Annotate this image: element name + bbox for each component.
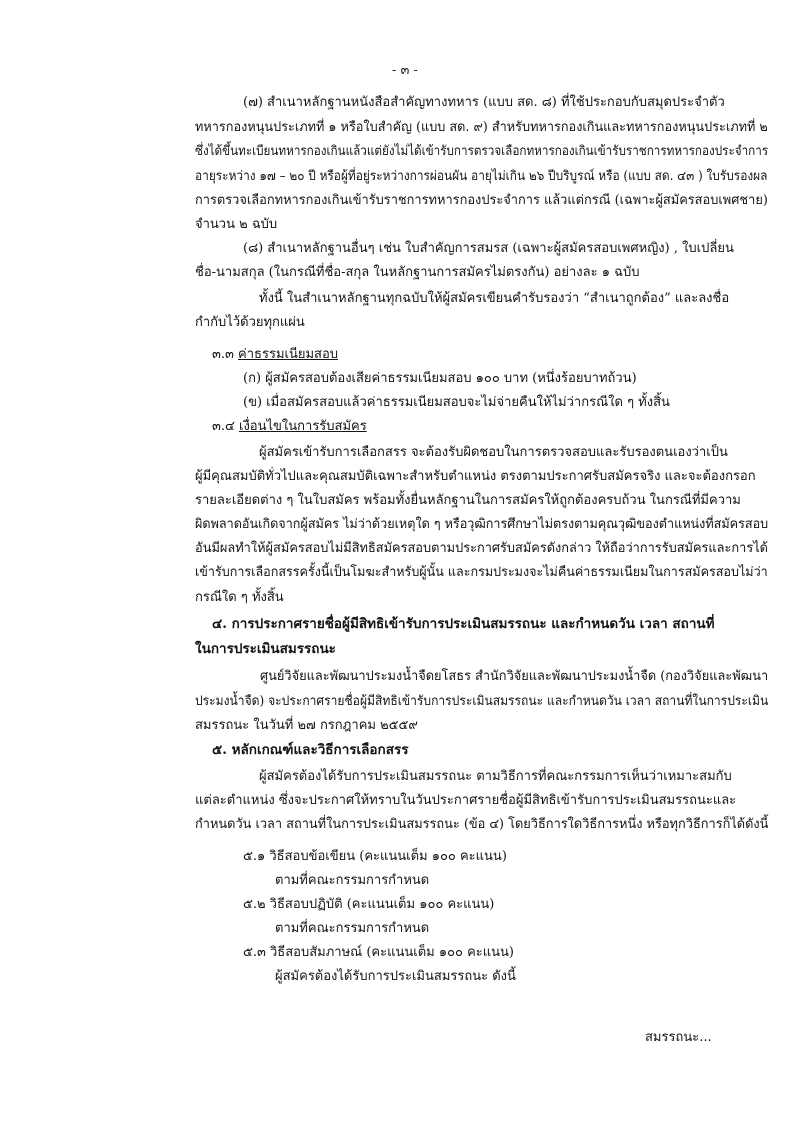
item-8-line-2: ชื่อ-นามสกุล (ในกรณีที่ชื่อ-สกุล ในหลักฐานการสมัครไม่ตรงกัน) อย่างละ ๑ ฉบับ [195, 265, 640, 280]
section-5-heading: ๕. หลักเกณฑ์และวิธีการเลือกสรร [212, 742, 409, 758]
conditions-line-2: ผู้มีคุณสมบัติทั่วไปและคุณสมบัติเฉพาะสำหรับตำแหน่ง ตรงตามประกาศรับสมัครจริง และจะต้องกรอก [195, 469, 756, 484]
conditions-line-7: กรณีใด ๆ ทั้งสิ้น [195, 590, 284, 605]
fee-item-b: (ข) เมื่อสมัครสอบแล้วค่าธรรมเนียมสอบจะไม่จ่ายคืนให้ไม่ว่ากรณีใด ๆ ทั้งสิ้น [243, 395, 670, 410]
section-3-3-title: ค่าธรรมเนียมสอบ [238, 347, 339, 362]
item-7-line-1: (๗) สำเนาหลักฐานหนังสือสำคัญทางทหาร (แบบ สด. ๘) ที่ใช้ประกอบกับสมุดประจำตัว [243, 95, 725, 110]
conditions-line-5: อันมีผลทำให้ผู้สมัครสอบไม่มีสิทธิสมัครสอบตามประกาศรับสมัครดังกล่าว ให้ถือว่าการรับสมัครและการได้ [195, 541, 768, 556]
method-written-detail: ตามที่คณะกรรมการกำหนด [275, 873, 430, 888]
continuation-text: สมรรถนะ... [645, 1030, 712, 1045]
conditions-line-1: ผู้สมัครเข้ารับการเลือกสรร จะต้องรับผิดชอบในการตรวจสอบและรับรองตนเองว่าเป็น [259, 445, 728, 460]
item-7-line-5: การตรวจเลือกทหารกองเกินเข้ารับราชการทหารกองประจำการ แล้วแต่กรณี (เฉพาะผู้สมัครสอบเพศชาย) [195, 193, 768, 208]
section-5-body-line-3: กำหนดวัน เวลา สถานที่ในการประเมินสมรรถนะ (ข้อ ๔) โดยวิธีการใดวิธีการหนึ่ง หรือทุกวิธีการก็ได้ดังนี้ [195, 817, 769, 832]
conditions-line-6: เข้ารับการเลือกสรรครั้งนี้เป็นโมฆะสำหรับผู้นั้น และกรมประมงจะไม่คืนค่าธรรมเนียมในการสมัครสอบไม่ว่า [195, 565, 768, 580]
item-7-line-3: ซึ่งได้ขึ้นทะเบียนทหารกองเกินแล้วแต่ยังไม่ได้เข้ารับการตรวจเลือกทหารกองเกินเข้ารับราชการทหารกองประจำการ [195, 144, 769, 159]
section-3-4-number: ๓.๔ [212, 419, 235, 434]
method-practical-title: ๕.๒ วิธีสอบปฏิบัติ (คะแนนเต็ม ๑๐๐ คะแนน) [243, 897, 495, 912]
method-practical-detail: ตามที่คณะกรรมการกำหนด [275, 921, 430, 936]
item-7-line-6: จำนวน ๒ ฉบับ [195, 217, 278, 232]
certify-note-line-1: ทั้งนี้ ในสำเนาหลักฐานทุกฉบับให้ผู้สมัครเขียนคำรับรองว่า “สำเนาถูกต้อง” และลงชื่อ [259, 291, 730, 306]
item-7-line-4: อายุระหว่าง ๑๗ – ๒๐ ปี หรือผู้ที่อยู่ระหว่างการผ่อนผัน อายุไม่เกิน ๒๖ ปีบริบูรณ์ หรือ (แบบ สด. ๔๓ ) ใบรับรองผล [195, 169, 768, 184]
item-8-line-1: (๘) สำเนาหลักฐานอื่นๆ เช่น ใบสำคัญการสมรส (เฉพาะผู้สมัครสอบเพศหญิง) , ใบเปลี่ยน [243, 241, 734, 256]
section-4-heading-line-2: ในการประเมินสมรรถนะ [195, 641, 336, 657]
page-number: - ๓ - [392, 63, 418, 78]
section-4-body-line-1: ศูนย์วิจัยและพัฒนาประมงน้ำจืดยโสธร สำนักวิจัยและพัฒนาประมงน้ำจืด (กองวิจัยและพัฒนา [260, 669, 769, 684]
conditions-line-4: ผิดพลาดอันเกิดจากผู้สมัคร ไม่ว่าด้วยเหตุใด ๆ หรือวุฒิการศึกษาไม่ตรงตามคุณวุฒิของตำแหน่งที่สมัครสอบ [195, 517, 769, 532]
conditions-line-3: รายละเอียดต่าง ๆ ในใบสมัคร พร้อมทั้งยื่นหลักฐานในการสมัครให้ถูกต้องครบถ้วน ในกรณีที่มีความ [195, 493, 741, 508]
item-7-line-2: ทหารกองหนุนประเภทที่ ๑ หรือใบสำคัญ (แบบ สด. ๙) สำหรับทหารกองเกินและทหารกองหนุนประเภทที่ ๒ [195, 120, 768, 135]
section-4-heading-line-1: ๔. การประกาศรายชื่อผู้มีสิทธิเข้ารับการประเมินสมรรถนะ และกำหนดวัน เวลา สถานที่ [212, 616, 715, 632]
section-4-body-line-3: สมรรถนะ ในวันที่ ๒๗ กรกฎาคม ๒๕๕๙ [195, 718, 418, 733]
method-interview-title: ๕.๓ วิธีสอบสัมภาษณ์ (คะแนนเต็ม ๑๐๐ คะแนน) [243, 945, 515, 960]
section-3-3-number: ๓.๓ [212, 347, 234, 362]
section-3-3-heading [212, 346, 338, 364]
section-3-4-title: เงื่อนไขในการรับสมัคร [239, 419, 367, 434]
section-5-body-line-1: ผู้สมัครต้องได้รับการประเมินสมรรถนะ ตามวิธีการที่คณะกรรมการเห็นว่าเหมาะสมกับ [259, 769, 732, 784]
method-interview-detail: ผู้สมัครต้องได้รับการประเมินสมรรถนะ ดังนี้ [275, 969, 516, 984]
section-3-4-heading [212, 418, 367, 436]
section-4-body-line-2: ประมงน้ำจืด) จะประกาศรายชื่อผู้มีสิทธิเข้ารับการประเมินสมรรถนะ และกำหนดวัน เวลา สถานที่ในการประเมิน [195, 694, 769, 709]
method-written-title: ๕.๑ วิธีสอบข้อเขียน (คะแนนเต็ม ๑๐๐ คะแนน) [243, 849, 507, 864]
section-5-body-line-2: แต่ละตำแหน่ง ซึ่งจะประกาศให้ทราบในวันประกาศรายชื่อผู้มีสิทธิเข้ารับการประเมินสมรรถนะและ [195, 793, 737, 808]
certify-note-line-2: กำกับไว้ด้วยทุกแผ่น [195, 315, 305, 330]
fee-item-a: (ก) ผู้สมัครสอบต้องเสียค่าธรรมเนียมสอบ ๑๐๐ บาท (หนึ่งร้อยบาทถ้วน) [243, 371, 637, 386]
